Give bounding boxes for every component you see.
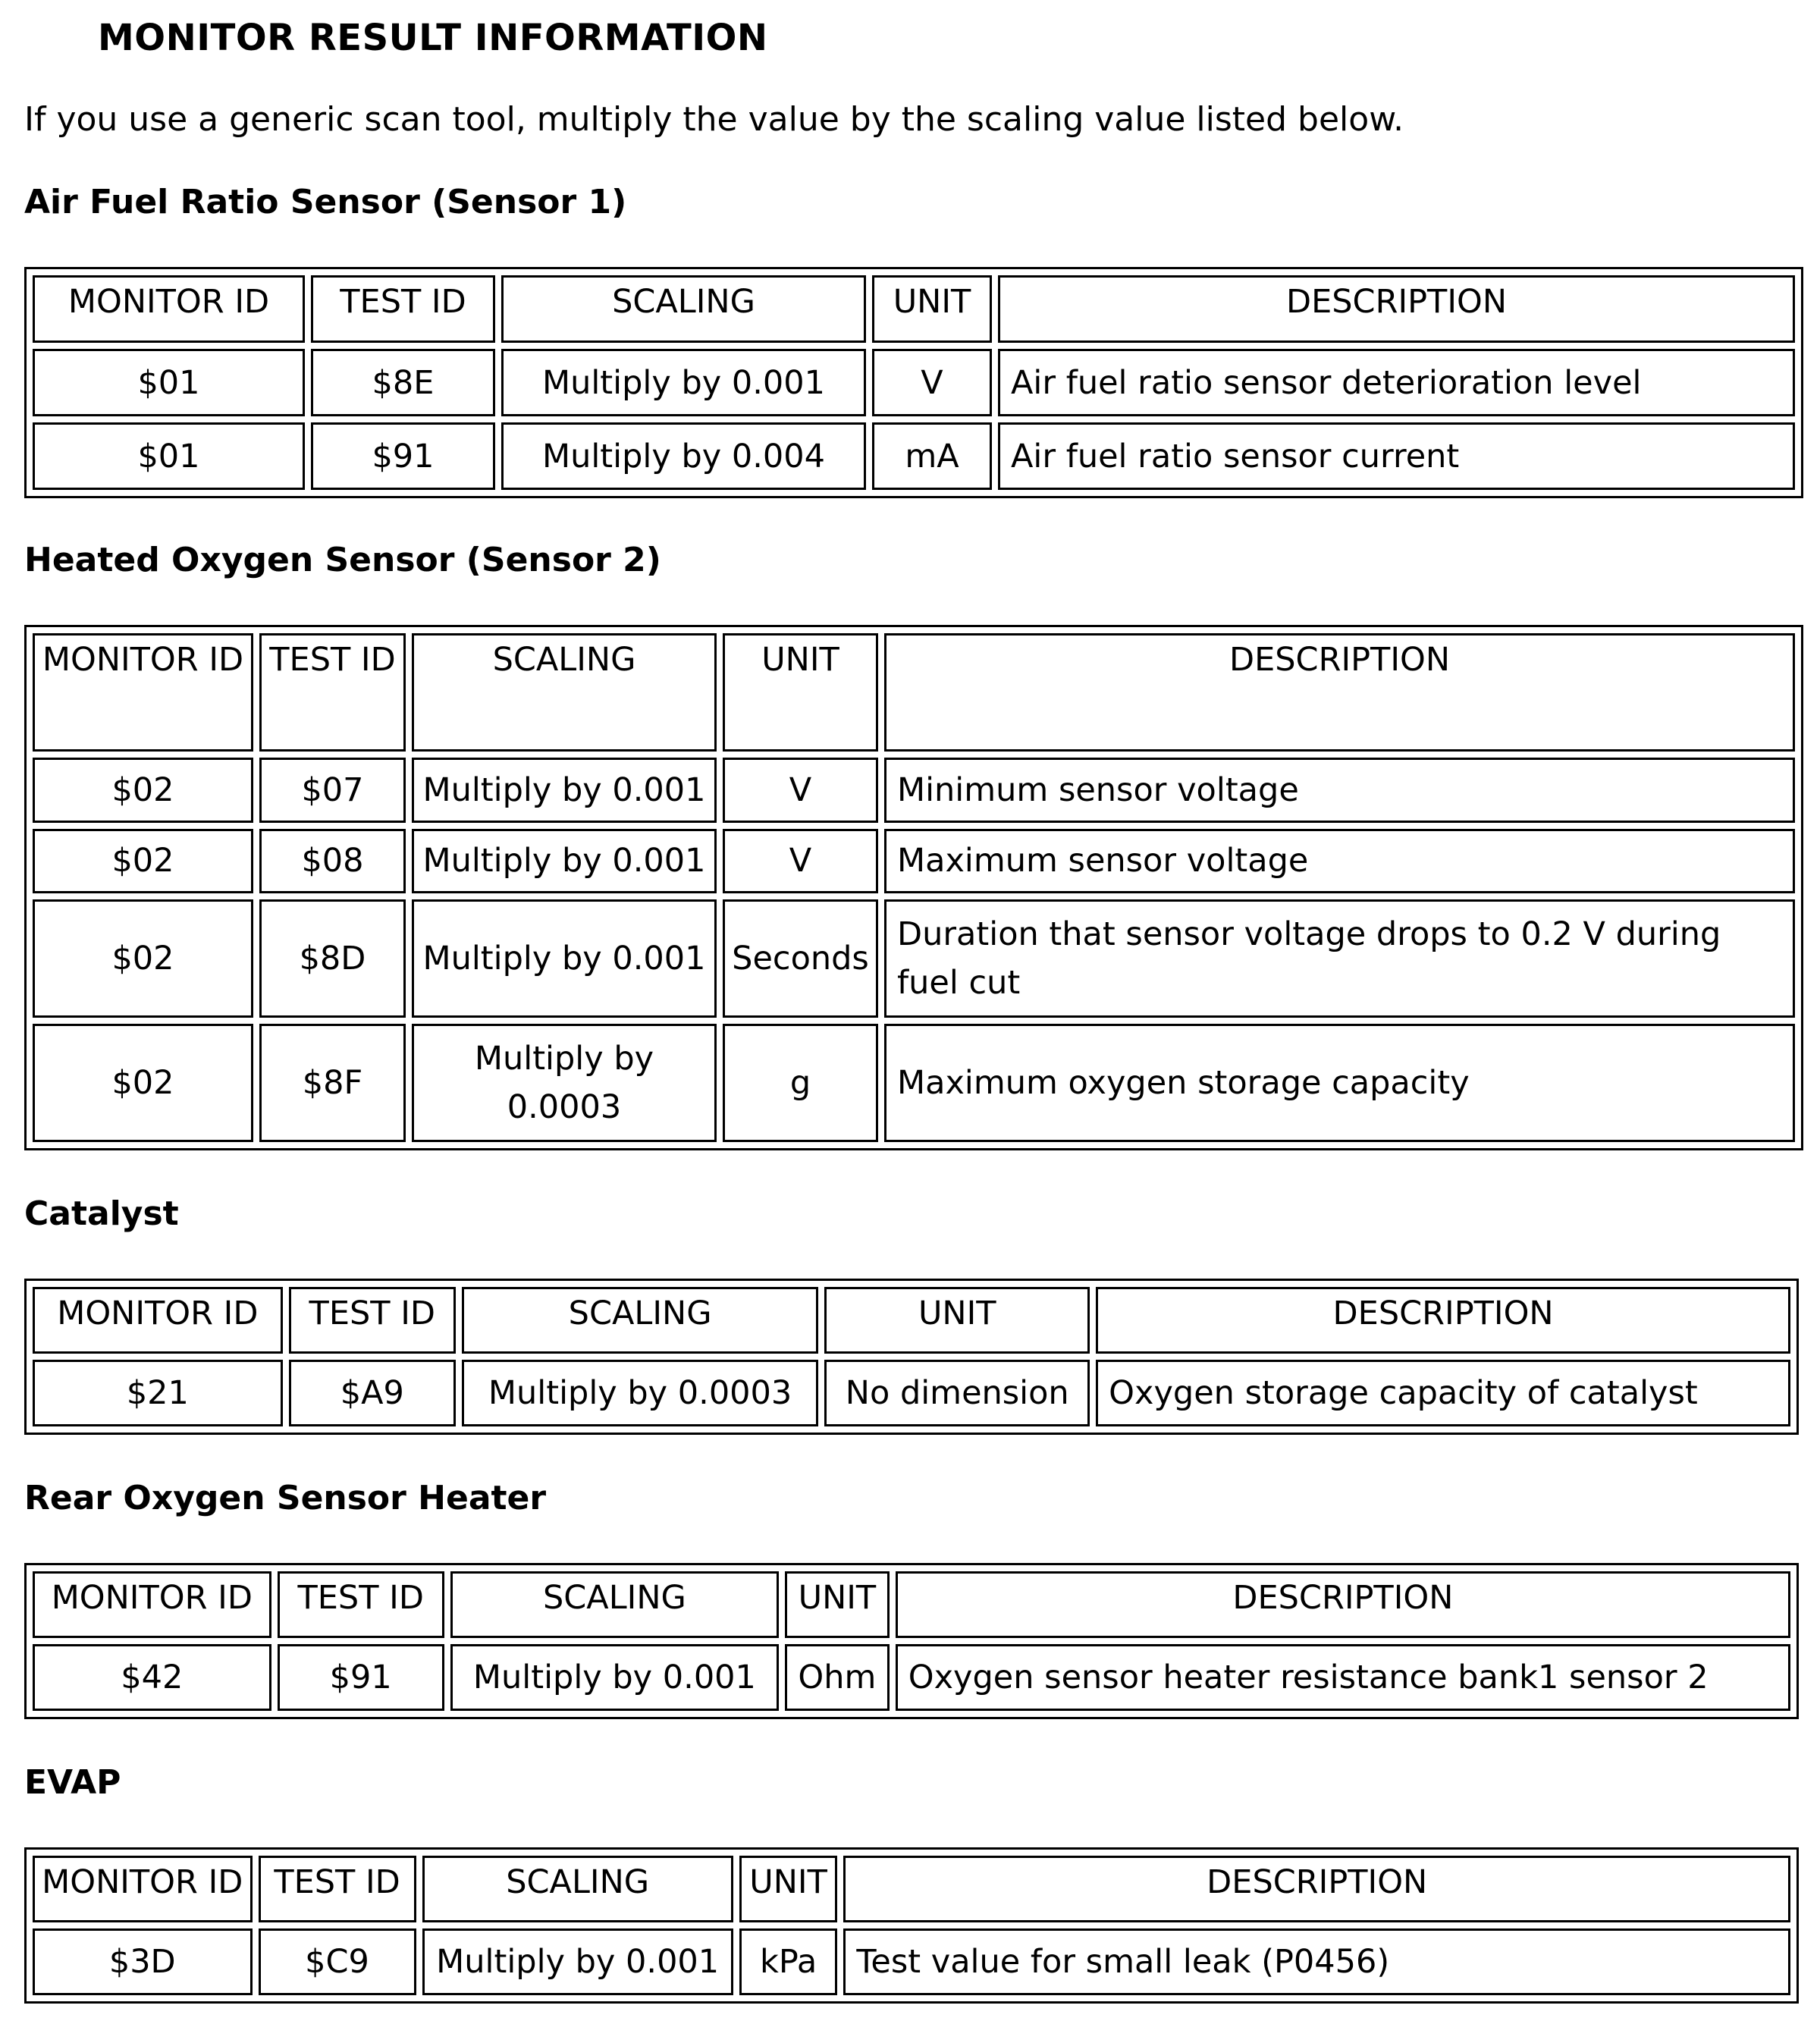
description-cell: Minimum sensor voltage <box>884 758 1795 823</box>
test-id-cell: $8D <box>259 899 406 1018</box>
scaling-cell: Multiply by 0.001 <box>412 899 717 1018</box>
test-id-cell: $8F <box>259 1024 406 1142</box>
unit-cell: V <box>723 758 878 823</box>
section-title-rear-oxygen-sensor-heater: Rear Oxygen Sensor Heater <box>24 1479 547 1517</box>
monitor-id-cell: $02 <box>33 1024 253 1142</box>
test-id-cell: $08 <box>259 829 406 894</box>
description-cell: Air fuel ratio sensor deterioration level <box>998 349 1795 416</box>
monitor-id-cell: $01 <box>33 349 305 416</box>
header-monitor-id: MONITOR ID <box>33 633 253 752</box>
header-unit: UNIT <box>723 633 878 752</box>
unit-cell: g <box>723 1024 878 1142</box>
header-monitor-id: MONITOR ID <box>33 1571 271 1638</box>
unit-cell: mA <box>872 422 992 490</box>
table-row <box>33 1928 1790 1995</box>
monitor-id-cell: $02 <box>33 899 253 1018</box>
description-cell: Test value for small leak (P0456) <box>843 1928 1790 1995</box>
unit-cell: Ohm <box>785 1644 890 1711</box>
unit-cell: Seconds <box>723 899 878 1018</box>
header-scaling: SCALING <box>501 275 866 343</box>
description-cell: Maximum oxygen storage capacity <box>884 1024 1795 1142</box>
scaling-cell: Multiply by 0.004 <box>501 422 866 490</box>
description-cell: Oxygen sensor heater resistance bank1 sensor 2 <box>896 1644 1790 1711</box>
section-title-heated-oxygen-sensor: Heated Oxygen Sensor (Sensor 2) <box>24 541 661 579</box>
header-test-id: TEST ID <box>259 633 406 752</box>
header-description: DESCRIPTION <box>896 1571 1790 1638</box>
scaling-cell: Multiply by 0.0003 <box>462 1360 818 1426</box>
header-description: DESCRIPTION <box>884 633 1795 752</box>
header-scaling: SCALING <box>450 1571 779 1638</box>
header-monitor-id: MONITOR ID <box>33 275 305 343</box>
test-id-cell: $A9 <box>289 1360 456 1426</box>
header-description: DESCRIPTION <box>843 1856 1790 1922</box>
scaling-cell: Multiply by 0.001 <box>412 829 717 894</box>
section-title-evap: EVAP <box>24 1763 121 1802</box>
unit-cell: V <box>723 829 878 894</box>
monitor-id-cell: $42 <box>33 1644 271 1711</box>
header-scaling: SCALING <box>462 1287 818 1354</box>
table-header-row <box>33 1287 1790 1354</box>
header-test-id: TEST ID <box>289 1287 456 1354</box>
scaling-cell: Multiply by 0.001 <box>501 349 866 416</box>
page-title: MONITOR RESULT INFORMATION <box>98 17 768 59</box>
air-fuel-ratio-sensor-table <box>24 267 1803 498</box>
unit-cell: kPa <box>739 1928 838 1995</box>
header-monitor-id: MONITOR ID <box>33 1287 283 1354</box>
heated-oxygen-sensor-table <box>24 625 1803 1150</box>
header-description: DESCRIPTION <box>998 275 1795 343</box>
scaling-cell: Multiply by 0.001 <box>422 1928 733 1995</box>
header-test-id: TEST ID <box>259 1856 416 1922</box>
section-title-air-fuel-ratio-sensor: Air Fuel Ratio Sensor (Sensor 1) <box>24 183 627 221</box>
section-title-catalyst: Catalyst <box>24 1194 179 1233</box>
evap-table <box>24 1847 1799 2004</box>
table-row <box>33 422 1795 490</box>
description-cell: Maximum sensor voltage <box>884 829 1795 894</box>
monitor-id-cell: $02 <box>33 829 253 894</box>
header-unit: UNIT <box>785 1571 890 1638</box>
monitor-id-cell: $3D <box>33 1928 253 1995</box>
header-test-id: TEST ID <box>278 1571 444 1638</box>
header-scaling: SCALING <box>422 1856 733 1922</box>
header-monitor-id: MONITOR ID <box>33 1856 253 1922</box>
test-id-cell: $8E <box>311 349 495 416</box>
table-row <box>33 1360 1790 1426</box>
table-row <box>33 829 1795 894</box>
scaling-cell: Multiply by 0.001 <box>450 1644 779 1711</box>
test-id-cell: $C9 <box>259 1928 416 1995</box>
test-id-cell: $91 <box>278 1644 444 1711</box>
test-id-cell: $91 <box>311 422 495 490</box>
table-row <box>33 899 1795 1018</box>
monitor-id-cell: $02 <box>33 758 253 823</box>
table-header-row <box>33 275 1795 343</box>
rear-oxygen-sensor-heater-table <box>24 1563 1799 1719</box>
test-id-cell: $07 <box>259 758 406 823</box>
table-header-row <box>33 1571 1790 1638</box>
monitor-id-cell: $01 <box>33 422 305 490</box>
table-row <box>33 349 1795 416</box>
catalyst-table <box>24 1279 1799 1435</box>
header-unit: UNIT <box>824 1287 1090 1354</box>
description-cell: Oxygen storage capacity of catalyst <box>1096 1360 1790 1426</box>
monitor-id-cell: $21 <box>33 1360 283 1426</box>
header-unit: UNIT <box>872 275 992 343</box>
table-row <box>33 758 1795 823</box>
scaling-cell: Multiply by 0.001 <box>412 758 717 823</box>
table-header-row <box>33 633 1795 752</box>
intro-text: If you use a generic scan tool, multiply the value by the scaling value listed below. <box>24 100 1404 139</box>
header-description: DESCRIPTION <box>1096 1287 1790 1354</box>
description-cell: Duration that sensor voltage drops to 0.2 V during fuel cut <box>884 899 1795 1018</box>
description-cell: Air fuel ratio sensor current <box>998 422 1795 490</box>
header-scaling: SCALING <box>412 633 717 752</box>
unit-cell: No dimension <box>824 1360 1090 1426</box>
table-row <box>33 1024 1795 1142</box>
header-unit: UNIT <box>739 1856 838 1922</box>
table-header-row <box>33 1856 1790 1922</box>
unit-cell: V <box>872 349 992 416</box>
table-row <box>33 1644 1790 1711</box>
header-test-id: TEST ID <box>311 275 495 343</box>
scaling-cell: Multiply by 0.0003 <box>412 1024 717 1142</box>
